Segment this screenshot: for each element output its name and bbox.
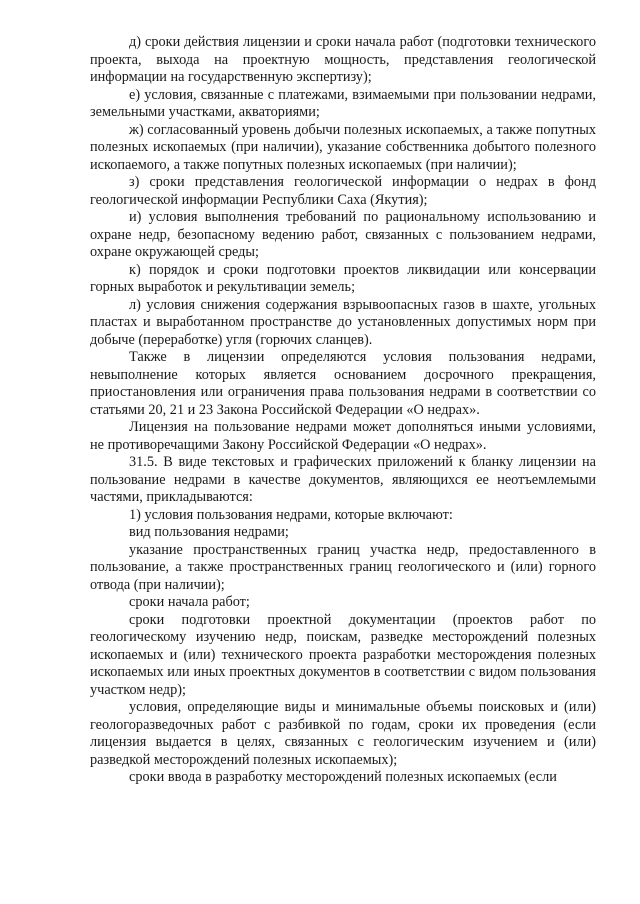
- paragraph-licence-terms-z: з) сроки представления геологической информации о недрах в фонд геологической информации Республики Саха (Якутия);: [90, 174, 596, 208]
- list-item-usage-type: вид пользования недрами;: [129, 524, 289, 540]
- paragraph-licence-terms-i: и) условия выполнения требований по рациональному использованию и охране недр, безопасному ведению работ, связанных с пользованием недрами, охране окружающей среды;: [90, 209, 596, 260]
- paragraph-licence-supplement: Лицензия на пользование недрами может дополняться иными условиями, не противоречащими Закону Российской Федерации «О недрах».: [90, 419, 596, 453]
- paragraph-licence-terms-k: к) порядок и сроки подготовки проектов ликвидации или консервации горных выработок и рекультивации земель;: [90, 261, 596, 295]
- paragraph-licence-terms-zh: ж) согласованный уровень добычи полезных ископаемых, а также попутных полезных ископаемых (при наличии), указание собственника добытого полезного ископаемого, а также попутных полезных ископаемых (при наличии);: [90, 121, 596, 173]
- list-item-work-start-dates: сроки начала работ;: [129, 594, 250, 610]
- paragraph-additional-conditions: Также в лицензии определяются условия пользования недрами, невыполнение которых является основанием досрочного прекращения, приостановления или ограничения права пользования недрами в соответствии со статьями 20, 21 и 23 Закона Российской Федерации «О недрах».: [90, 349, 596, 418]
- list-item-exploration-volumes: условия, определяющие виды и минимальные объемы поисковых и (или) геологоразведочных работ с разбивкой по годам, сроки их проведения (если лицензия выдается в целях, связанных с геологическим изучением и (или) разведкой месторождений полезных ископаемых);: [90, 699, 596, 768]
- list-item-project-documentation: сроки подготовки проектной документации (проектов работ по геологическому изучению недр, поискам, разведке месторождений полезных ископаемых и (или) технического проекта разработки месторождения полезных ископаемых или иных проектных документов в соответствии с видом пользования участком недр);: [90, 611, 596, 698]
- list-item-spatial-boundaries: указание пространственных границ участка недр, предоставленного в пользование, а также пространственных границ геологического и (или) горного отвода (при наличии);: [90, 541, 596, 593]
- paragraph-licence-terms-e: е) условия, связанные с платежами, взимаемыми при пользовании недрами, земельными участками, акваториями;: [90, 86, 596, 120]
- list-item-1: 1) условия пользования недрами, которые включают:: [129, 506, 453, 523]
- document-page: [90, 34, 596, 787]
- paragraph-section-31-5: 31.5. В виде текстовых и графических приложений к бланку лицензии на пользование недрами в качестве документов, являющихся ее неотъемлемыми частями, прикладываются:: [90, 454, 596, 505]
- list-item-development-dates: сроки ввода в разработку месторождений полезных ископаемых (если: [129, 769, 557, 785]
- paragraph-licence-terms-d: д) сроки действия лицензии и сроки начала работ (подготовки технического проекта, выхода на проектную мощность, представления геологической информации на государственную экспертизу);: [90, 34, 596, 85]
- paragraph-licence-terms-l: л) условия снижения содержания взрывоопасных газов в шахте, угольных пластах и выработанном пространстве до установленных допустимых норм при добыче (переработке) угля (горючих сланцев).: [90, 296, 596, 348]
